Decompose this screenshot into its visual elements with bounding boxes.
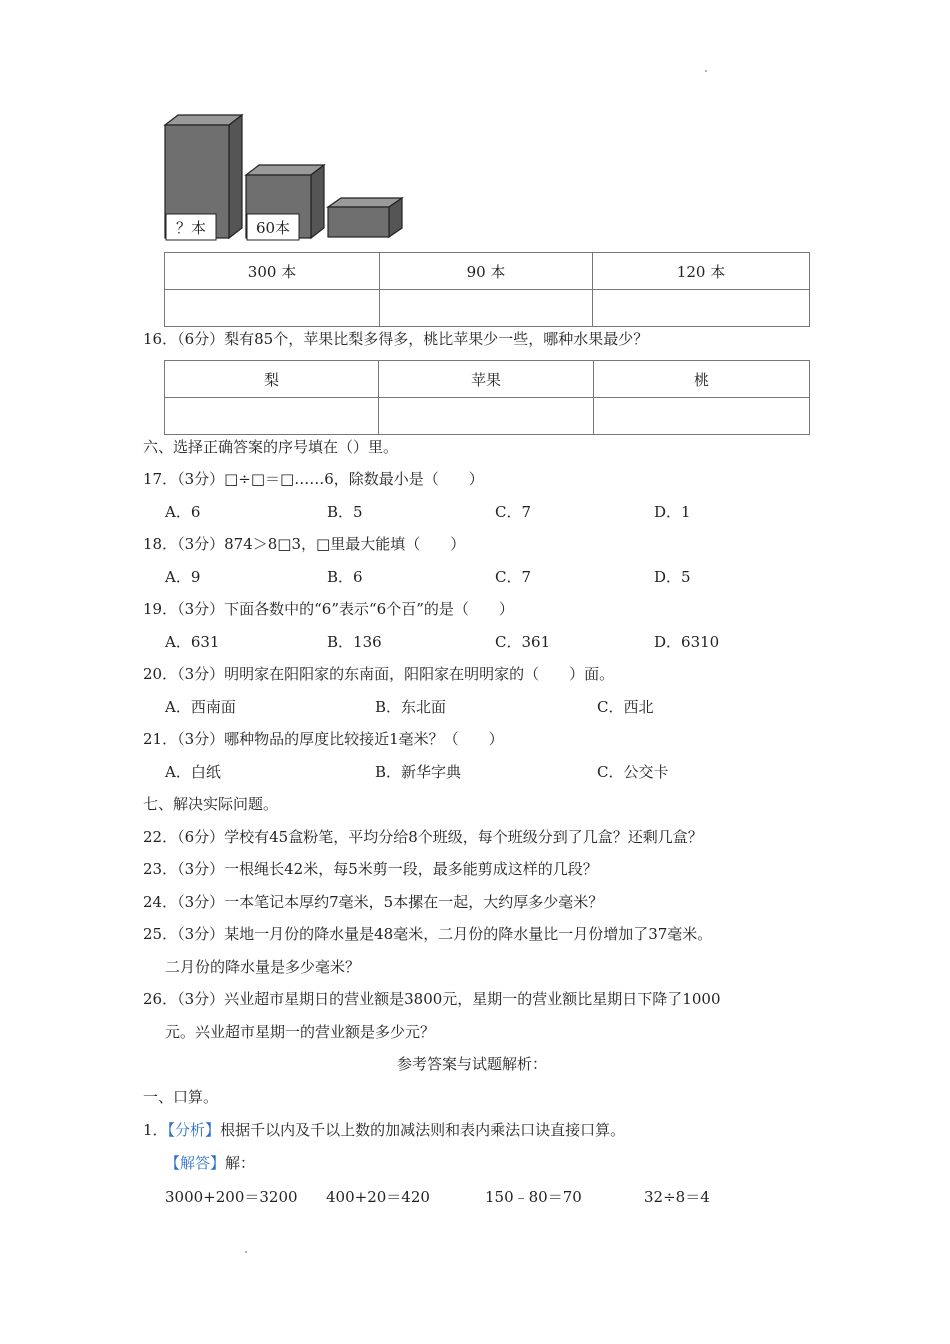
q21-option-a[interactable]: A．白纸	[165, 763, 221, 781]
q20-option-c[interactable]: C．西北	[597, 698, 654, 716]
section-1-heading: 一、口算。	[143, 1088, 219, 1106]
table-q16-header: 苹果	[379, 361, 594, 398]
solution-text: 解：	[225, 1154, 256, 1172]
answer-1-number: 1．	[143, 1121, 168, 1139]
section-7-heading: 七、解决实际问题。	[143, 795, 279, 813]
table-q16-answer-cell[interactable]	[379, 398, 594, 435]
question-24: 24．（3分）一本笔记本厚约7毫米，5本摞在一起，大约厚多少毫米？	[143, 893, 604, 911]
q19-option-d[interactable]: D．6310	[654, 633, 720, 651]
question-18: 18．（3分）874＞8□3，□里最大能填（ ）	[143, 535, 466, 553]
question-25-line-1: 25．（3分）某地一月份的降水量是48毫米，二月份的降水量比一月份增加了37毫米。	[143, 925, 713, 943]
table-q15-answer-cell[interactable]	[165, 290, 380, 327]
question-20: 20．（3分）明明家在阳阳家的东南面，阳阳家在明明家的（ ）面。	[143, 665, 615, 683]
q20-option-b[interactable]: B．东北面	[375, 698, 447, 716]
label-mid: 60本	[255, 219, 291, 237]
q18-option-a[interactable]: A．9	[165, 568, 201, 586]
q19-option-c[interactable]: C．361	[495, 633, 551, 651]
table-q15	[164, 252, 810, 327]
table-q15-header: 120 本	[593, 253, 810, 290]
q19-option-a[interactable]: A．631	[165, 633, 220, 651]
q17-option-d[interactable]: D．1	[654, 503, 691, 521]
question-25-line-2: 二月份的降水量是多少毫米？	[165, 958, 361, 976]
q19-option-b[interactable]: B．136	[327, 633, 382, 651]
answer-1-solution	[165, 1153, 255, 1173]
q17-option-c[interactable]: C．7	[495, 503, 532, 521]
table-q16-answer-cell[interactable]	[165, 398, 379, 435]
section-6-heading: 六、选择正确答案的序号填在（）里。	[143, 438, 399, 456]
q20-option-a[interactable]: A．西南面	[165, 698, 236, 716]
table-q15-header: 300 本	[165, 253, 380, 290]
question-19: 19．（3分）下面各数中的“6”表示“6个百”的是（ ）	[143, 600, 514, 618]
table-q15-header: 90 本	[380, 253, 593, 290]
q18-option-b[interactable]: B．6	[327, 568, 363, 586]
calc-4: 32÷8＝4	[644, 1188, 710, 1206]
question-22: 22．（6分）学校有45盒粉笔，平均分给8个班级，每个班级分到了几盒？还剩几盒？	[143, 828, 703, 846]
q18-option-c[interactable]: C．7	[495, 568, 532, 586]
question-16: 16．（6分）梨有85个，苹果比梨多得多，桃比苹果少一些，哪种水果最少？	[143, 330, 649, 348]
calc-1: 3000+200＝3200	[165, 1188, 298, 1206]
label-left: ？本	[175, 219, 207, 237]
book-stacks-figure	[160, 110, 410, 245]
table-q16-answer-cell[interactable]	[594, 398, 810, 435]
calc-2: 400+20＝420	[326, 1188, 430, 1206]
question-17: 17．（3分）□÷□＝□……6，除数最小是（ ）	[143, 470, 484, 488]
table-q16	[164, 360, 810, 435]
answer-1-analysis	[143, 1120, 625, 1140]
solution-tag: 【解答】	[165, 1154, 226, 1172]
calc-3: 150﹣80＝70	[485, 1188, 582, 1206]
question-21: 21．（3分）哪种物品的厚度比较接近1毫米？（ ）	[143, 730, 504, 748]
table-q16-header: 梨	[165, 361, 379, 398]
table-q16-header: 桃	[594, 361, 810, 398]
answers-title	[0, 1054, 950, 1074]
table-q15-answer-cell[interactable]	[593, 290, 810, 327]
q21-option-b[interactable]: B．新华字典	[375, 763, 462, 781]
short-stack	[328, 198, 402, 237]
q21-option-c[interactable]: C．公交卡	[597, 763, 669, 781]
table-q15-answer-cell[interactable]	[380, 290, 593, 327]
page-dot	[705, 70, 707, 72]
analysis-text: 根据千以内及千以上数的加减法则和表内乘法口诀直接口算。	[220, 1121, 626, 1139]
page-dot	[245, 1251, 247, 1253]
question-26-line-1: 26．（3分）兴业超市星期日的营业额是3800元，星期一的营业额比星期日下降了1000	[143, 990, 721, 1008]
answers-title-text: 参考答案与试题解析：	[396, 1055, 547, 1073]
question-23: 23．（3分）一根绳长42米，每5米剪一段，最多能剪成这样的几段？	[143, 860, 598, 878]
question-26-line-2: 元。兴业超市星期一的营业额是多少元？	[165, 1023, 436, 1041]
q17-option-b[interactable]: B．5	[327, 503, 363, 521]
q17-option-a[interactable]: A．6	[165, 503, 201, 521]
q18-option-d[interactable]: D．5	[654, 568, 691, 586]
analysis-tag: 【分析】	[167, 1121, 221, 1139]
